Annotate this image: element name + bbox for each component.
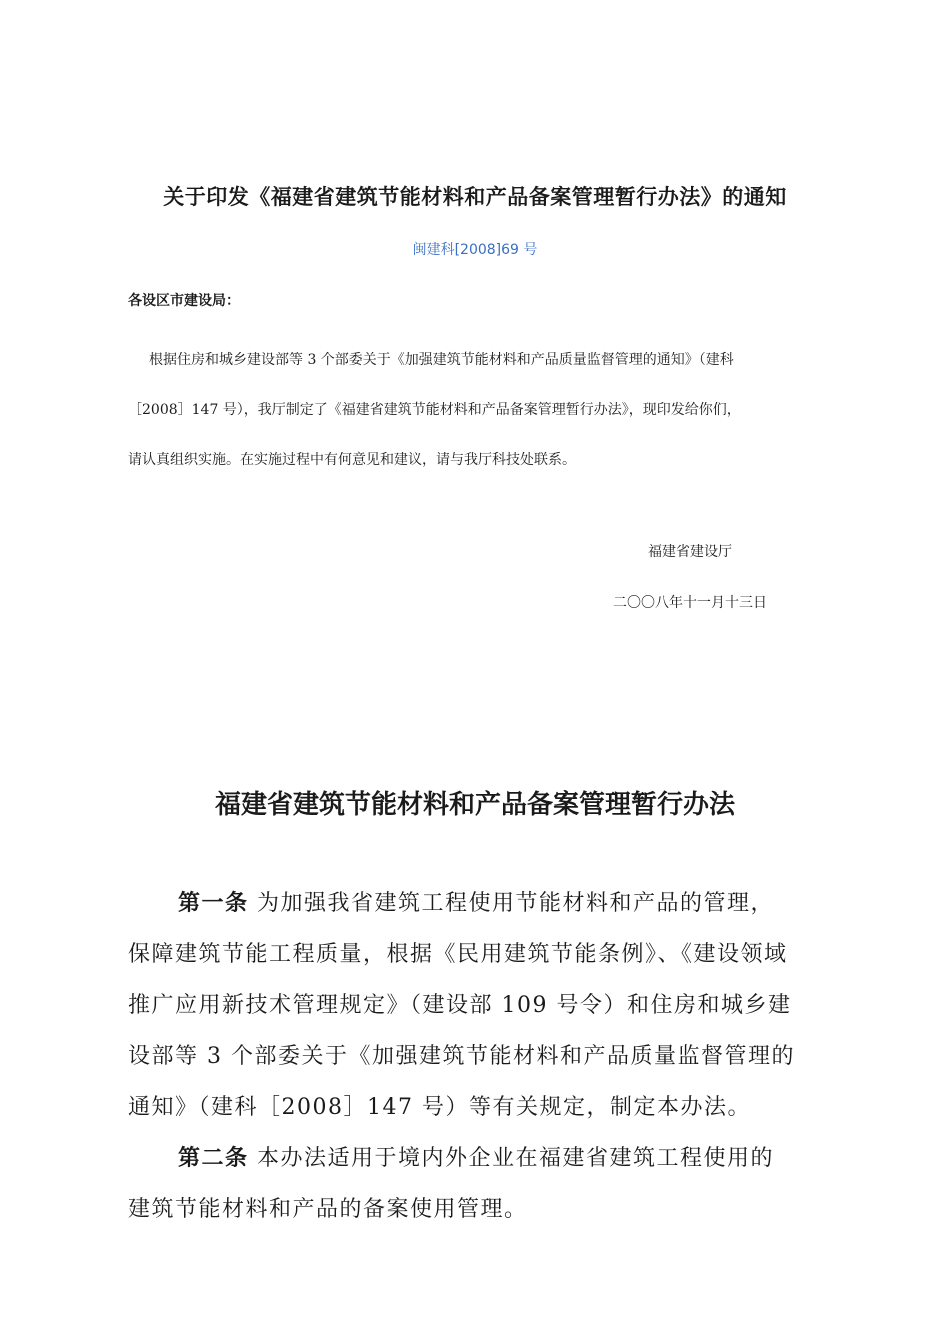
addressee: 各设区市建设局： (128, 293, 240, 309)
measures-title: 福建省建筑节能材料和产品备案管理暂行办法 (214, 790, 735, 820)
notice-body-line: 根据住房和城乡建设部等 3 个部委关于《加强建筑节能材料和产品质量监督管理的通知》（建科 (149, 352, 734, 368)
article-1-text: 为加强我省建筑工程使用节能材料和产品的管理， (257, 891, 775, 916)
article-1-label: 第一条 (178, 891, 249, 916)
article-1 (128, 878, 836, 1133)
article-2-label: 第二条 (178, 1146, 249, 1171)
signature-date: 二〇〇八年十一月十三日 (613, 595, 767, 611)
notice-body (128, 335, 838, 485)
article-1-text: 通知》（建科［2008］147 号）等有关规定，制定本办法。 (128, 1095, 751, 1120)
article-1-text: 保障建筑节能工程质量，根据《民用建筑节能条例》、《建设领域 (128, 942, 788, 967)
notice-title: 关于印发《福建省建筑节能材料和产品备案管理暂行办法》的通知 (163, 185, 787, 209)
article-1-text: 推广应用新技术管理规定》（建设部 109 号令）和住房和城乡建 (128, 993, 792, 1018)
notice-body-line: ［2008］147 号），我厅制定了《福建省建筑节能材料和产品备案管理暂行办法》，现印发给你们， (128, 402, 741, 418)
notice-body-line: 请认真组织实施。在实施过程中有何意见和建议，请与我厅科技处联系。 (128, 452, 576, 468)
article-2-text: 本办法适用于境内外企业在福建省建筑工程使用的 (257, 1146, 775, 1171)
article-2-text: 建筑节能材料和产品的备案使用管理。 (128, 1197, 528, 1222)
article-1-text: 设部等 3 个部委关于《加强建筑节能材料和产品质量监督管理的 (128, 1044, 795, 1069)
article-2 (128, 1133, 836, 1235)
articles-section (128, 878, 836, 1235)
signatory: 福建省建设厅 (648, 544, 732, 560)
document-number: 闽建科[2008]69 号 (412, 242, 538, 258)
